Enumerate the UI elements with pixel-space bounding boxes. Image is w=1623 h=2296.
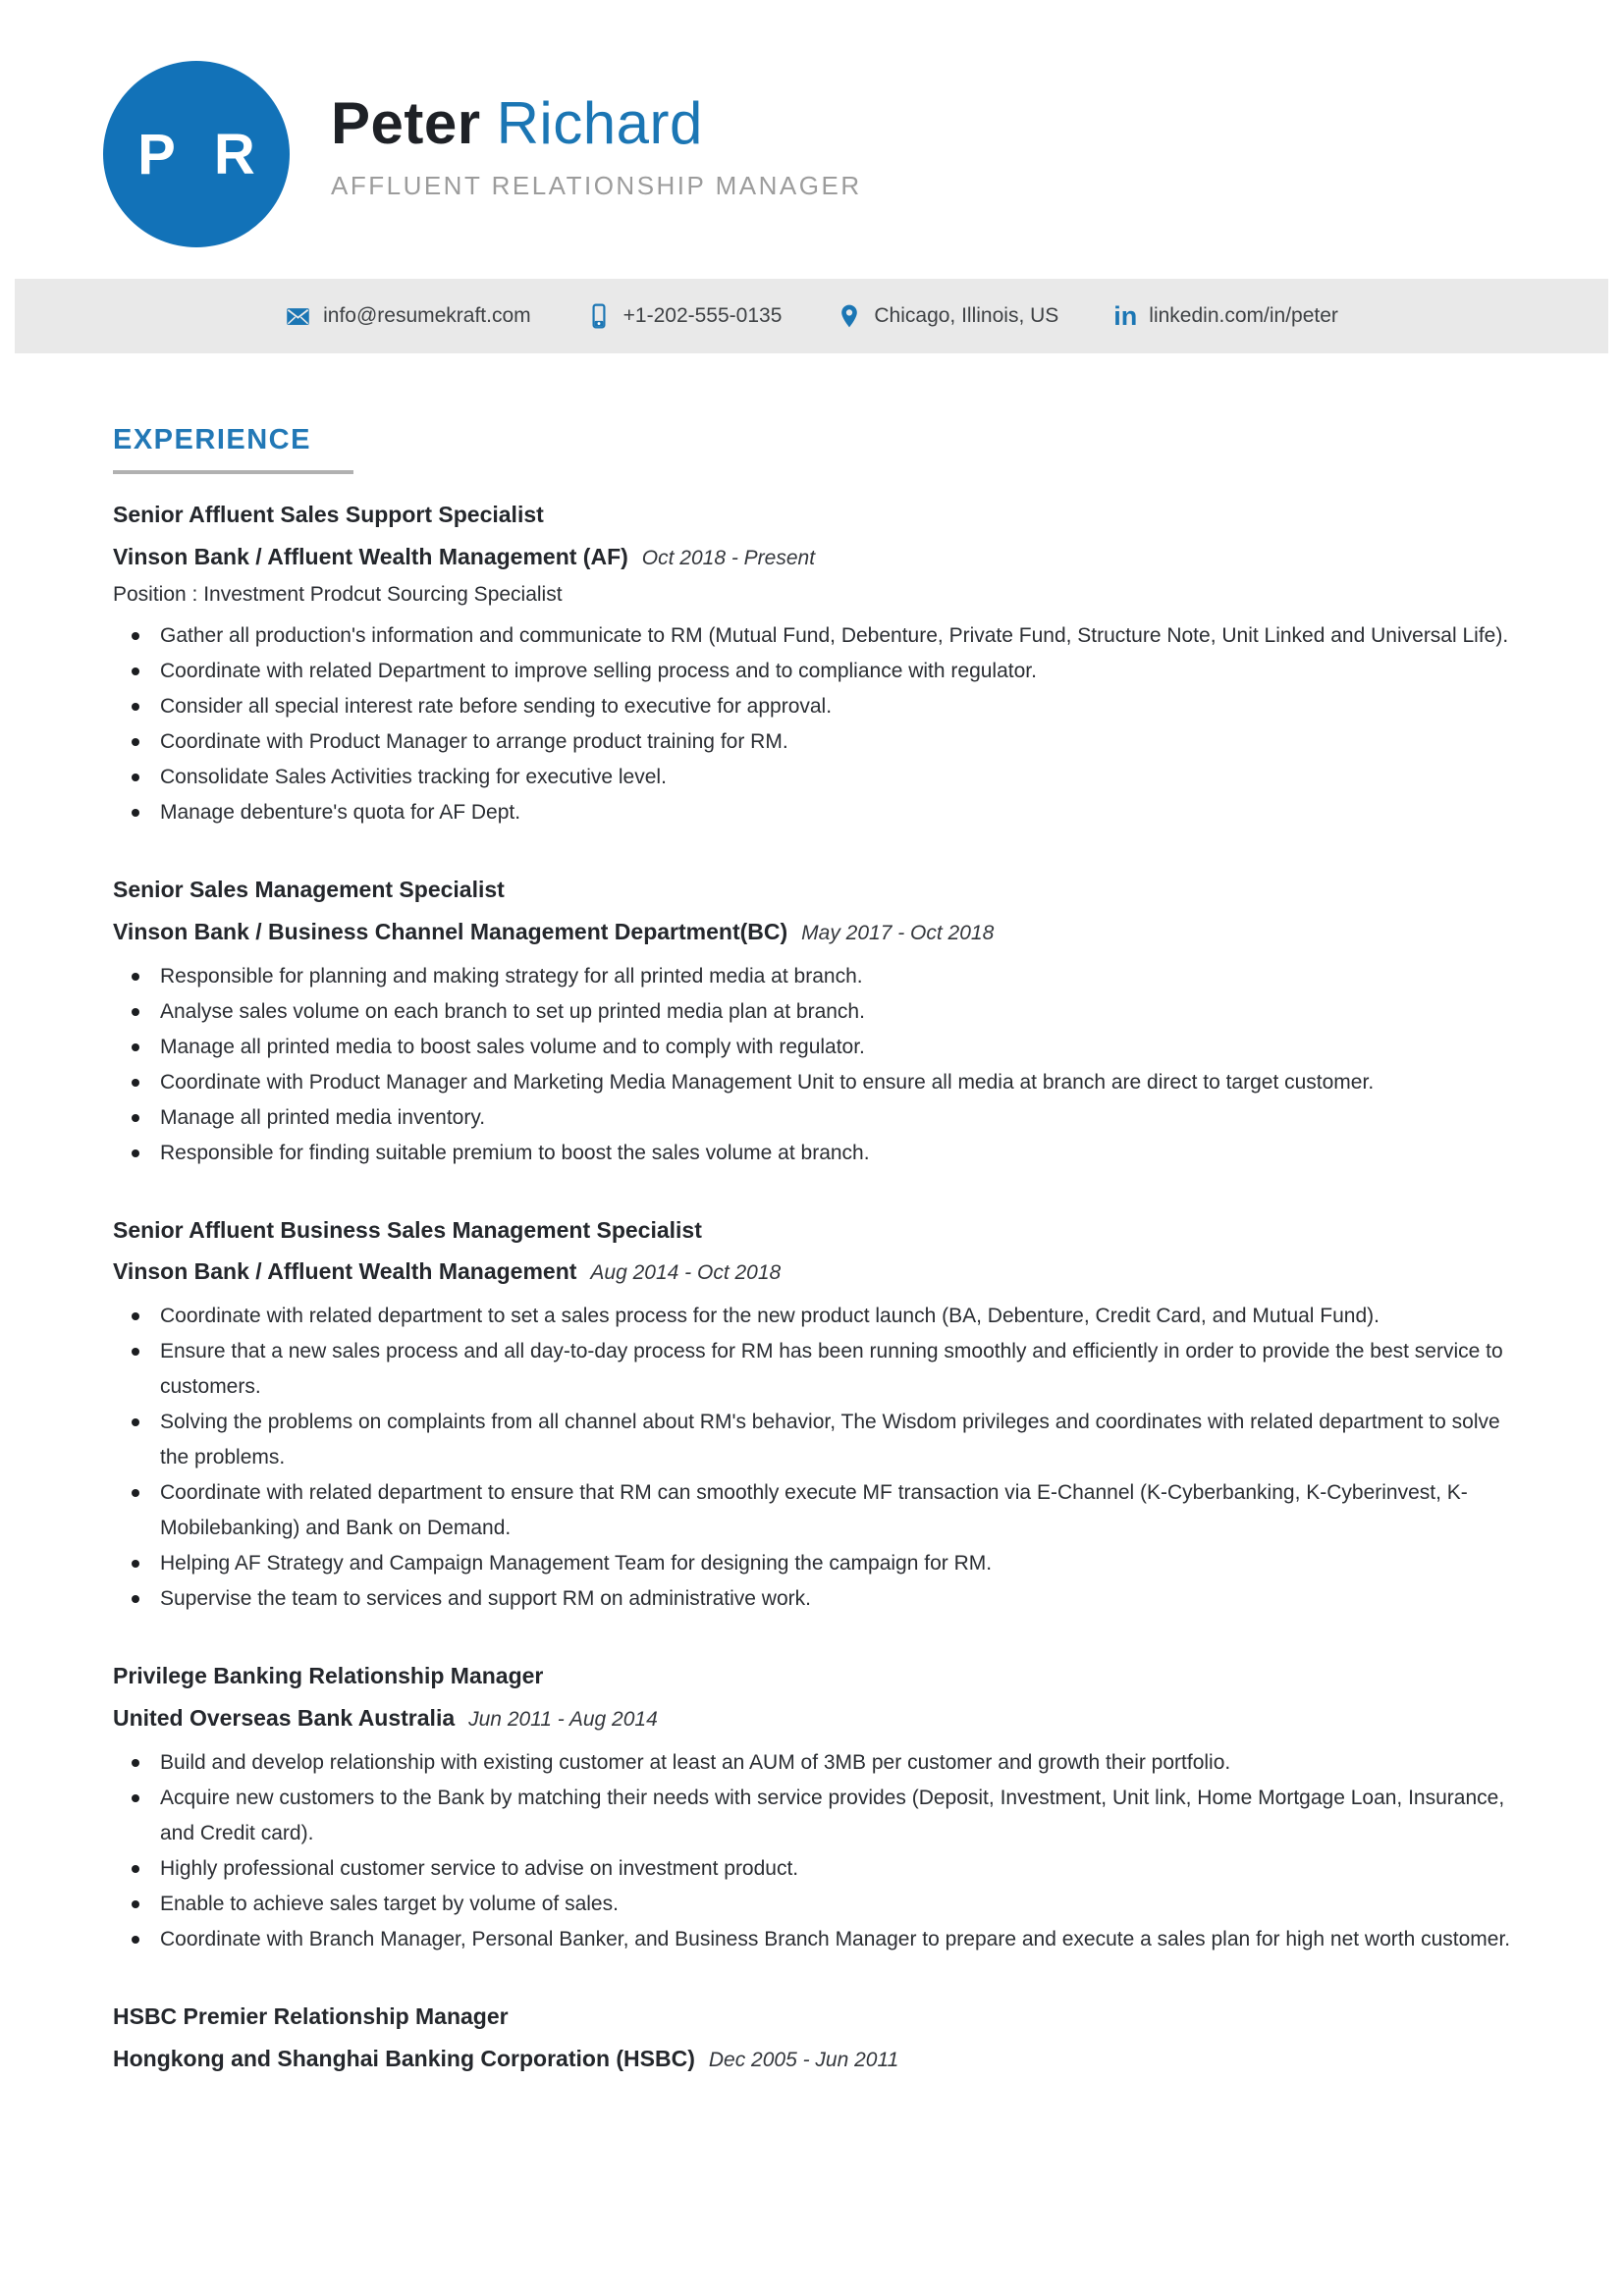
job-meta — [113, 543, 1512, 572]
person-name — [331, 90, 862, 156]
linkedin-text: linkedin.com/in/peter — [1149, 304, 1338, 327]
email-text: info@resumekraft.com — [323, 304, 531, 327]
job-bullets — [113, 1299, 1512, 1617]
job-company: Vinson Bank / Business Channel Management Department(BC) — [113, 918, 788, 944]
bullet-item: Gather all production's information and communicate to RM (Mutual Fund, Debenture, Private Fund, Structure Note, Unit Linked and Universal Life). — [113, 618, 1512, 654]
job-dates: Jun 2011 - Aug 2014 — [468, 1708, 658, 1732]
envelope-icon — [285, 303, 311, 330]
contact-bar — [15, 279, 1608, 353]
first-name: Peter — [331, 90, 481, 156]
phone-text: +1-202-555-0135 — [622, 304, 783, 327]
bullet-item: Responsible for finding suitable premium to boost the sales volume at branch. — [113, 1136, 1512, 1171]
bullet-item: Coordinate with Product Manager to arrange product training for RM. — [113, 724, 1512, 760]
bullet-item: Manage debenture's quota for AF Dept. — [113, 795, 1512, 830]
job-bullets — [113, 959, 1512, 1171]
job-dates: Dec 2005 - Jun 2011 — [708, 2049, 899, 2072]
contact-email — [285, 303, 531, 330]
job-list — [113, 501, 1512, 2074]
job-dates: May 2017 - Oct 2018 — [801, 921, 995, 944]
job-bullets — [113, 618, 1512, 830]
bullet-item: Helping AF Strategy and Campaign Management Team for designing the campaign for RM. — [113, 1546, 1512, 1581]
name-block — [331, 90, 862, 201]
location-text: Chicago, Illinois, US — [874, 304, 1059, 327]
experience-section — [113, 424, 1512, 2074]
job-entry — [113, 1662, 1512, 1957]
job-entry — [113, 1216, 1512, 1618]
bullet-item: Coordinate with related department to ensure that RM can smoothly execute MF transaction via E-Channel (K-Cyberbanking, K-Cyberinvest, K-Mobilebanking) and Bank on Demand. — [113, 1475, 1512, 1546]
experience-heading: EXPERIENCE — [113, 424, 311, 455]
job-title: Senior Sales Management Specialist — [113, 876, 505, 902]
job-title: Senior Affluent Business Sales Management Specialist — [113, 1216, 702, 1243]
job-company: Hongkong and Shanghai Banking Corporation (HSBC) — [113, 2046, 695, 2072]
bullet-item: Coordinate with related Department to improve selling process and to compliance with regulator. — [113, 654, 1512, 689]
person-job-title: AFFLUENT RELATIONSHIP MANAGER — [331, 171, 862, 200]
bullet-item: Highly professional customer service to advise on investment product. — [113, 1851, 1512, 1887]
job-meta — [113, 2045, 1512, 2074]
job-entry — [113, 876, 1512, 1171]
bullet-item: Consolidate Sales Activities tracking for executive level. — [113, 760, 1512, 795]
bullet-item: Coordinate with Product Manager and Marketing Media Management Unit to ensure all media at branch are direct to target customer. — [113, 1065, 1512, 1100]
bullet-item: Consider all special interest rate before sending to executive for approval. — [113, 689, 1512, 724]
job-bullets — [113, 1745, 1512, 1957]
job-title: Privilege Banking Relationship Manager — [113, 1663, 544, 1689]
bullet-item: Manage all printed media to boost sales volume and to comply with regulator. — [113, 1030, 1512, 1065]
job-company: Vinson Bank / Affluent Wealth Management — [113, 1258, 577, 1285]
resume-body — [0, 424, 1623, 2074]
job-company: Vinson Bank / Affluent Wealth Management (AF) — [113, 543, 628, 569]
job-entry — [113, 501, 1512, 830]
job-dates: Aug 2014 - Oct 2018 — [590, 1261, 782, 1285]
bullet-item: Supervise the team to services and support RM on administrative work. — [113, 1581, 1512, 1617]
job-dates: Oct 2018 - Present — [641, 546, 816, 569]
contact-phone — [586, 303, 783, 329]
map-pin-icon — [837, 303, 862, 329]
linkedin-icon: in — [1113, 300, 1138, 331]
contact-location — [837, 303, 1058, 329]
avatar-initials: P R — [137, 122, 267, 187]
bullet-item: Coordinate with related department to set a sales process for the new product launch (BA, Debenture, Credit Card, and Mutual Fund). — [113, 1299, 1512, 1334]
smartphone-icon — [586, 303, 612, 329]
job-title: Senior Affluent Sales Support Specialist — [113, 502, 544, 527]
bullet-item: Build and develop relationship with existing customer at least an AUM of 3MB per customer and growth their portfolio. — [113, 1745, 1512, 1781]
bullet-item: Solving the problems on complaints from all channel about RM's behavior, The Wisdom privileges and coordinates with related department to solve the problems. — [113, 1405, 1512, 1475]
job-meta — [113, 918, 1512, 947]
job-title: HSBC Premier Relationship Manager — [113, 2003, 509, 2030]
bullet-item: Coordinate with Branch Manager, Personal Banker, and Business Branch Manager to prepare and execute a sales plan for high net worth customer. — [113, 1922, 1512, 1957]
job-position-line: Position : Investment Prodcut Sourcing Specialist — [113, 582, 563, 606]
resume-header — [0, 0, 1623, 247]
bullet-item: Responsible for planning and making strategy for all printed media at branch. — [113, 959, 1512, 994]
avatar — [103, 61, 290, 247]
job-meta — [113, 1704, 1512, 1734]
bullet-item: Acquire new customers to the Bank by matching their needs with service provides (Deposit, Investment, Unit link, Home Mortgage Loan, Insurance, and Credit card). — [113, 1781, 1512, 1851]
heading-rule — [113, 470, 353, 474]
last-name: Richard — [496, 90, 703, 156]
bullet-item: Analyse sales volume on each branch to set up printed media plan at branch. — [113, 994, 1512, 1030]
bullet-item: Ensure that a new sales process and all day-to-day process for RM has been running smoothly and efficiently in order to provide the best service to customers. — [113, 1334, 1512, 1405]
job-entry — [113, 2002, 1512, 2074]
job-meta — [113, 1257, 1512, 1287]
contact-linkedin — [1113, 300, 1338, 331]
job-company: United Overseas Bank Australia — [113, 1705, 456, 1732]
bullet-item: Manage all printed media inventory. — [113, 1100, 1512, 1136]
bullet-item: Enable to achieve sales target by volume of sales. — [113, 1887, 1512, 1922]
